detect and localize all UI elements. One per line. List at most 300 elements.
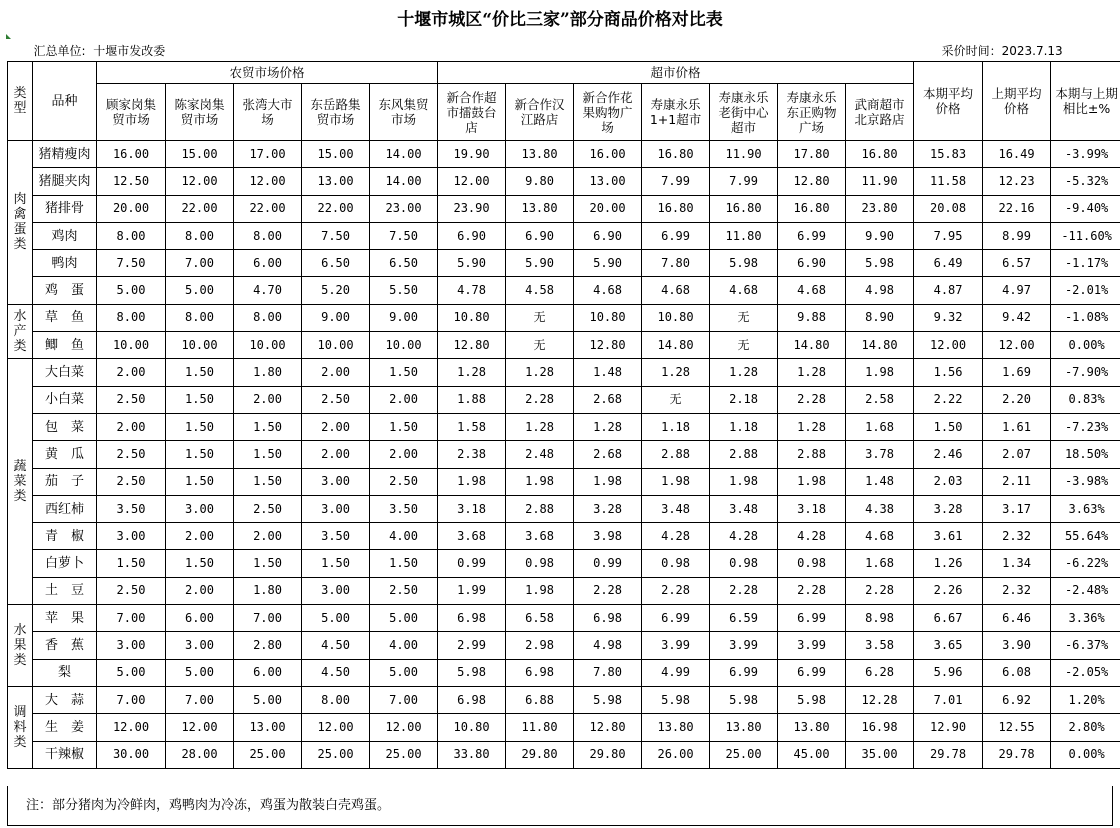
farm-price-cell: 5.00 bbox=[234, 686, 302, 713]
supermarket-price-cell: 20.00 bbox=[574, 195, 642, 222]
farm-price-cell: 1.50 bbox=[234, 441, 302, 468]
header-farm-market-label: 顾家岗集贸市场 bbox=[105, 97, 156, 127]
farm-price-cell: 2.00 bbox=[302, 359, 370, 386]
farm-price-cell: 12.00 bbox=[97, 714, 166, 741]
farm-price-cell: 1.50 bbox=[166, 413, 234, 440]
supermarket-price-cell: 0.99 bbox=[438, 550, 506, 577]
supermarket-price-cell: 1.28 bbox=[438, 359, 506, 386]
supermarket-price-cell: 13.80 bbox=[642, 714, 710, 741]
supermarket-price-cell: 23.80 bbox=[846, 195, 914, 222]
change-cell: 0.00% bbox=[1051, 332, 1120, 359]
supermarket-price-cell: 7.80 bbox=[574, 659, 642, 686]
supermarket-price-cell: 2.28 bbox=[846, 577, 914, 604]
farm-price-cell: 6.50 bbox=[370, 250, 438, 277]
item-name: 猪排骨 bbox=[33, 195, 97, 222]
supermarket-price-cell: 1.98 bbox=[506, 468, 574, 495]
supermarket-price-cell: 6.90 bbox=[506, 222, 574, 249]
supermarket-price-cell: 3.18 bbox=[438, 495, 506, 522]
supermarket-price-cell: 16.80 bbox=[710, 195, 778, 222]
farm-price-cell: 8.00 bbox=[97, 222, 166, 249]
change-cell: -11.60% bbox=[1051, 222, 1120, 249]
farm-price-cell: 2.00 bbox=[302, 441, 370, 468]
supermarket-price-cell: 5.98 bbox=[574, 686, 642, 713]
avg-current-cell: 6.67 bbox=[914, 605, 983, 632]
category-label: 水果类 bbox=[13, 622, 27, 668]
farm-price-cell: 10.00 bbox=[370, 332, 438, 359]
farm-price-cell: 2.50 bbox=[370, 577, 438, 604]
header-change bbox=[1051, 62, 1120, 141]
avg-current-cell: 15.83 bbox=[914, 141, 983, 168]
supermarket-price-cell: 10.80 bbox=[642, 304, 710, 331]
price-table bbox=[7, 41, 1120, 769]
farm-price-cell: 2.50 bbox=[302, 386, 370, 413]
supermarket-price-cell: 1.48 bbox=[574, 359, 642, 386]
avg-current-cell: 3.28 bbox=[914, 495, 983, 522]
supermarket-price-cell: 1.98 bbox=[506, 577, 574, 604]
farm-price-cell: 1.50 bbox=[166, 441, 234, 468]
header-farm-market bbox=[370, 84, 438, 141]
category-label: 肉禽蛋类 bbox=[13, 192, 27, 253]
summary-unit-value: 十堰市发改委 bbox=[93, 43, 166, 58]
supermarket-price-cell: 16.80 bbox=[642, 141, 710, 168]
header-supermarket bbox=[642, 84, 710, 141]
farm-price-cell: 3.50 bbox=[97, 495, 166, 522]
header-supermarket-label: 新合作超市擂鼓台店 bbox=[446, 89, 497, 135]
avg-prev-cell: 6.08 bbox=[983, 659, 1051, 686]
farm-price-cell: 17.00 bbox=[234, 141, 302, 168]
change-cell: 1.20% bbox=[1051, 686, 1120, 713]
supermarket-price-cell: 5.98 bbox=[642, 686, 710, 713]
header-farm-market bbox=[302, 84, 370, 141]
header-supermarket-label: 武商超市北京路店 bbox=[854, 97, 905, 127]
supermarket-price-cell: 4.68 bbox=[710, 277, 778, 304]
supermarket-price-cell: 1.99 bbox=[438, 577, 506, 604]
supermarket-price-cell: 6.99 bbox=[642, 605, 710, 632]
farm-price-cell: 7.50 bbox=[302, 222, 370, 249]
supermarket-price-cell: 7.80 bbox=[642, 250, 710, 277]
item-name: 生 姜 bbox=[33, 714, 97, 741]
farm-price-cell: 12.00 bbox=[302, 714, 370, 741]
supermarket-price-cell: 9.80 bbox=[506, 168, 574, 195]
supermarket-price-cell: 4.68 bbox=[574, 277, 642, 304]
supermarket-price-cell: 2.18 bbox=[710, 386, 778, 413]
farm-price-cell: 20.00 bbox=[97, 195, 166, 222]
avg-current-cell: 11.58 bbox=[914, 168, 983, 195]
supermarket-price-cell: 4.28 bbox=[710, 523, 778, 550]
farm-price-cell: 3.00 bbox=[302, 495, 370, 522]
farm-price-cell: 8.00 bbox=[166, 222, 234, 249]
change-cell: 3.63% bbox=[1051, 495, 1120, 522]
supermarket-price-cell: 4.28 bbox=[642, 523, 710, 550]
item-name: 黄 瓜 bbox=[33, 441, 97, 468]
supermarket-price-cell: 4.98 bbox=[574, 632, 642, 659]
supermarket-price-cell: 16.80 bbox=[846, 141, 914, 168]
farm-price-cell: 2.00 bbox=[97, 359, 166, 386]
farm-price-cell: 5.00 bbox=[370, 659, 438, 686]
table-row bbox=[8, 686, 1120, 713]
supermarket-price-cell: 11.80 bbox=[710, 222, 778, 249]
farm-price-cell: 1.80 bbox=[234, 577, 302, 604]
supermarket-price-cell: 6.99 bbox=[778, 659, 846, 686]
supermarket-price-cell: 0.98 bbox=[710, 550, 778, 577]
farm-price-cell: 7.00 bbox=[166, 250, 234, 277]
supermarket-price-cell: 4.78 bbox=[438, 277, 506, 304]
supermarket-price-cell: 12.00 bbox=[438, 168, 506, 195]
change-cell: 55.64% bbox=[1051, 523, 1120, 550]
supermarket-price-cell: 4.98 bbox=[846, 277, 914, 304]
farm-price-cell: 5.00 bbox=[166, 277, 234, 304]
avg-current-cell: 1.26 bbox=[914, 550, 983, 577]
supermarket-price-cell: 5.90 bbox=[438, 250, 506, 277]
change-cell: -1.17% bbox=[1051, 250, 1120, 277]
supermarket-price-cell: 2.28 bbox=[778, 577, 846, 604]
supermarket-price-cell: 29.80 bbox=[574, 741, 642, 768]
avg-prev-cell: 2.11 bbox=[983, 468, 1051, 495]
supermarket-price-cell: 2.68 bbox=[574, 386, 642, 413]
supermarket-price-cell: 6.90 bbox=[778, 250, 846, 277]
farm-price-cell: 2.50 bbox=[370, 468, 438, 495]
supermarket-price-cell: 2.28 bbox=[710, 577, 778, 604]
supermarket-price-cell: 13.80 bbox=[506, 195, 574, 222]
supermarket-price-cell: 7.99 bbox=[642, 168, 710, 195]
supermarket-price-cell: 11.90 bbox=[710, 141, 778, 168]
supermarket-price-cell: 45.00 bbox=[778, 741, 846, 768]
farm-price-cell: 8.00 bbox=[234, 304, 302, 331]
header-avg-current-label: 本期平均价格 bbox=[923, 86, 974, 116]
farm-price-cell: 4.50 bbox=[302, 659, 370, 686]
supermarket-price-cell: 10.80 bbox=[438, 714, 506, 741]
header-supermarket bbox=[778, 84, 846, 141]
change-cell: 0.83% bbox=[1051, 386, 1120, 413]
farm-price-cell: 22.00 bbox=[166, 195, 234, 222]
supermarket-price-cell: 3.58 bbox=[846, 632, 914, 659]
header-supermarket bbox=[846, 84, 914, 141]
supermarket-price-cell: 6.98 bbox=[438, 605, 506, 632]
farm-price-cell: 1.50 bbox=[166, 550, 234, 577]
supermarket-price-cell: 3.99 bbox=[642, 632, 710, 659]
supermarket-price-cell: 3.68 bbox=[438, 523, 506, 550]
supermarket-price-cell: 3.99 bbox=[710, 632, 778, 659]
supermarket-price-cell: 2.58 bbox=[846, 386, 914, 413]
farm-price-cell: 10.00 bbox=[302, 332, 370, 359]
header-supermarket-label: 新合作花果购物广场 bbox=[582, 89, 633, 135]
supermarket-price-cell: 29.80 bbox=[506, 741, 574, 768]
supermarket-price-cell: 4.38 bbox=[846, 495, 914, 522]
farm-price-cell: 13.00 bbox=[302, 168, 370, 195]
avg-prev-cell: 2.20 bbox=[983, 386, 1051, 413]
farm-price-cell: 8.00 bbox=[166, 304, 234, 331]
table-row bbox=[8, 277, 1120, 304]
supermarket-price-cell: 7.99 bbox=[710, 168, 778, 195]
supermarket-price-cell: 3.18 bbox=[778, 495, 846, 522]
change-cell: -2.48% bbox=[1051, 577, 1120, 604]
farm-price-cell: 1.50 bbox=[234, 413, 302, 440]
table-row bbox=[8, 168, 1120, 195]
table-row bbox=[8, 741, 1120, 768]
avg-current-cell: 4.87 bbox=[914, 277, 983, 304]
supermarket-price-cell: 1.28 bbox=[506, 359, 574, 386]
avg-current-cell: 12.90 bbox=[914, 714, 983, 741]
header-farm-market-label: 陈家岗集贸市场 bbox=[174, 97, 225, 127]
category-cell bbox=[8, 359, 33, 605]
supermarket-price-cell: 1.48 bbox=[846, 468, 914, 495]
supermarket-price-cell: 23.90 bbox=[438, 195, 506, 222]
supermarket-price-cell: 6.59 bbox=[710, 605, 778, 632]
header-avg-prev bbox=[983, 62, 1051, 141]
farm-price-cell: 5.00 bbox=[370, 605, 438, 632]
farm-price-cell: 2.00 bbox=[370, 386, 438, 413]
supermarket-price-cell: 10.80 bbox=[574, 304, 642, 331]
table-row bbox=[8, 550, 1120, 577]
supermarket-price-cell: 11.90 bbox=[846, 168, 914, 195]
farm-price-cell: 4.50 bbox=[302, 632, 370, 659]
table-row bbox=[8, 659, 1120, 686]
supermarket-price-cell: 8.98 bbox=[846, 605, 914, 632]
avg-current-cell: 29.78 bbox=[914, 741, 983, 768]
farm-price-cell: 5.00 bbox=[166, 659, 234, 686]
supermarket-price-cell: 1.98 bbox=[438, 468, 506, 495]
item-name: 草 鱼 bbox=[33, 304, 97, 331]
farm-price-cell: 2.00 bbox=[302, 413, 370, 440]
avg-current-cell: 2.03 bbox=[914, 468, 983, 495]
item-name: 鲫 鱼 bbox=[33, 332, 97, 359]
farm-price-cell: 3.00 bbox=[166, 632, 234, 659]
farm-price-cell: 1.50 bbox=[97, 550, 166, 577]
supermarket-price-cell: 10.80 bbox=[438, 304, 506, 331]
supermarket-price-cell: 无 bbox=[710, 332, 778, 359]
category-label: 调料类 bbox=[13, 704, 27, 750]
farm-price-cell: 12.00 bbox=[166, 168, 234, 195]
supermarket-price-cell: 6.90 bbox=[574, 222, 642, 249]
supermarket-price-cell: 13.00 bbox=[574, 168, 642, 195]
farm-price-cell: 2.80 bbox=[234, 632, 302, 659]
avg-prev-cell: 16.49 bbox=[983, 141, 1051, 168]
farm-price-cell: 9.00 bbox=[370, 304, 438, 331]
supermarket-price-cell: 2.28 bbox=[506, 386, 574, 413]
supermarket-price-cell: 1.18 bbox=[710, 413, 778, 440]
category-cell bbox=[8, 605, 33, 687]
header-farm-market-label: 东风集贸市场 bbox=[378, 97, 429, 127]
supermarket-price-cell: 3.48 bbox=[642, 495, 710, 522]
farm-price-cell: 10.00 bbox=[97, 332, 166, 359]
farm-price-cell: 12.50 bbox=[97, 168, 166, 195]
table-row bbox=[8, 332, 1120, 359]
farm-price-cell: 1.50 bbox=[166, 359, 234, 386]
avg-prev-cell: 2.32 bbox=[983, 577, 1051, 604]
supermarket-price-cell: 无 bbox=[506, 304, 574, 331]
table-row bbox=[8, 413, 1120, 440]
supermarket-price-cell: 4.28 bbox=[778, 523, 846, 550]
farm-price-cell: 30.00 bbox=[97, 741, 166, 768]
supermarket-price-cell: 9.88 bbox=[778, 304, 846, 331]
supermarket-price-cell: 1.98 bbox=[778, 468, 846, 495]
farm-price-cell: 2.00 bbox=[166, 577, 234, 604]
farm-price-cell: 2.50 bbox=[97, 441, 166, 468]
farm-price-cell: 2.00 bbox=[234, 523, 302, 550]
header-supermarket-label: 寿康永乐1+1超市 bbox=[649, 97, 702, 127]
farm-price-cell: 10.00 bbox=[234, 332, 302, 359]
avg-current-cell: 2.26 bbox=[914, 577, 983, 604]
farm-price-cell: 22.00 bbox=[302, 195, 370, 222]
supermarket-price-cell: 12.80 bbox=[574, 714, 642, 741]
header-row-1 bbox=[8, 62, 1120, 84]
supermarket-price-cell: 14.80 bbox=[778, 332, 846, 359]
farm-price-cell: 7.00 bbox=[166, 686, 234, 713]
supermarket-price-cell: 12.28 bbox=[846, 686, 914, 713]
farm-price-cell: 3.00 bbox=[166, 495, 234, 522]
supermarket-price-cell: 3.28 bbox=[574, 495, 642, 522]
header-supermarket bbox=[438, 84, 506, 141]
farm-price-cell: 3.00 bbox=[97, 523, 166, 550]
farm-price-cell: 1.50 bbox=[234, 468, 302, 495]
avg-prev-cell: 6.46 bbox=[983, 605, 1051, 632]
item-name: 小白菜 bbox=[33, 386, 97, 413]
header-farm-market-label: 东岳路集贸市场 bbox=[310, 97, 361, 127]
avg-prev-cell: 8.99 bbox=[983, 222, 1051, 249]
change-cell: -6.22% bbox=[1051, 550, 1120, 577]
farm-price-cell: 3.00 bbox=[302, 577, 370, 604]
header-supermarket-group: 超市价格 bbox=[438, 62, 914, 84]
avg-prev-cell: 22.16 bbox=[983, 195, 1051, 222]
farm-price-cell: 10.00 bbox=[166, 332, 234, 359]
header-change-label: 本期与上期相比±% bbox=[1055, 86, 1118, 116]
item-name: 包 菜 bbox=[33, 413, 97, 440]
avg-current-cell: 5.96 bbox=[914, 659, 983, 686]
supermarket-price-cell: 2.68 bbox=[574, 441, 642, 468]
avg-current-cell: 12.00 bbox=[914, 332, 983, 359]
supermarket-price-cell: 2.48 bbox=[506, 441, 574, 468]
farm-price-cell: 2.50 bbox=[97, 577, 166, 604]
supermarket-price-cell: 12.80 bbox=[574, 332, 642, 359]
item-name: 苹 果 bbox=[33, 605, 97, 632]
avg-prev-cell: 12.00 bbox=[983, 332, 1051, 359]
supermarket-price-cell: 3.78 bbox=[846, 441, 914, 468]
farm-price-cell: 16.00 bbox=[97, 141, 166, 168]
supermarket-price-cell: 2.28 bbox=[778, 386, 846, 413]
supermarket-price-cell: 6.99 bbox=[642, 222, 710, 249]
farm-price-cell: 25.00 bbox=[234, 741, 302, 768]
table-row bbox=[8, 195, 1120, 222]
table-row bbox=[8, 468, 1120, 495]
supermarket-price-cell: 2.88 bbox=[710, 441, 778, 468]
supermarket-price-cell: 12.80 bbox=[438, 332, 506, 359]
change-cell: -3.98% bbox=[1051, 468, 1120, 495]
farm-price-cell: 1.50 bbox=[166, 386, 234, 413]
supermarket-price-cell: 无 bbox=[506, 332, 574, 359]
change-cell: 3.36% bbox=[1051, 605, 1120, 632]
supermarket-price-cell: 16.80 bbox=[778, 195, 846, 222]
header-avg-current bbox=[914, 62, 983, 141]
item-name: 鸡 蛋 bbox=[33, 277, 97, 304]
supermarket-price-cell: 0.98 bbox=[778, 550, 846, 577]
farm-price-cell: 6.00 bbox=[166, 605, 234, 632]
farm-price-cell: 13.00 bbox=[234, 714, 302, 741]
supermarket-price-cell: 2.28 bbox=[574, 577, 642, 604]
supermarket-price-cell: 1.98 bbox=[710, 468, 778, 495]
item-name: 鸭肉 bbox=[33, 250, 97, 277]
farm-price-cell: 5.00 bbox=[97, 277, 166, 304]
header-supermarket bbox=[506, 84, 574, 141]
supermarket-price-cell: 33.80 bbox=[438, 741, 506, 768]
avg-current-cell: 7.01 bbox=[914, 686, 983, 713]
avg-prev-cell: 3.17 bbox=[983, 495, 1051, 522]
farm-price-cell: 8.00 bbox=[234, 222, 302, 249]
supermarket-price-cell: 26.00 bbox=[642, 741, 710, 768]
item-name: 鸡肉 bbox=[33, 222, 97, 249]
avg-prev-cell: 12.23 bbox=[983, 168, 1051, 195]
supermarket-price-cell: 无 bbox=[642, 386, 710, 413]
header-farm-market bbox=[234, 84, 302, 141]
supermarket-price-cell: 6.98 bbox=[574, 605, 642, 632]
supermarket-price-cell: 2.88 bbox=[506, 495, 574, 522]
farm-price-cell: 1.80 bbox=[234, 359, 302, 386]
supermarket-price-cell: 6.88 bbox=[506, 686, 574, 713]
supermarket-price-cell: 4.68 bbox=[778, 277, 846, 304]
farm-price-cell: 8.00 bbox=[97, 304, 166, 331]
supermarket-price-cell: 4.58 bbox=[506, 277, 574, 304]
farm-price-cell: 1.50 bbox=[370, 359, 438, 386]
farm-price-cell: 15.00 bbox=[166, 141, 234, 168]
header-category-label: 类型 bbox=[13, 86, 27, 116]
supermarket-price-cell: 1.88 bbox=[438, 386, 506, 413]
change-cell: -7.23% bbox=[1051, 413, 1120, 440]
table-row bbox=[8, 605, 1120, 632]
supermarket-price-cell: 6.99 bbox=[778, 222, 846, 249]
table-row bbox=[8, 495, 1120, 522]
supermarket-price-cell: 无 bbox=[710, 304, 778, 331]
table-row bbox=[8, 304, 1120, 331]
change-cell: -5.32% bbox=[1051, 168, 1120, 195]
farm-price-cell: 3.50 bbox=[370, 495, 438, 522]
farm-price-cell: 23.00 bbox=[370, 195, 438, 222]
supermarket-price-cell: 3.98 bbox=[574, 523, 642, 550]
table-row bbox=[8, 441, 1120, 468]
supermarket-price-cell: 16.80 bbox=[642, 195, 710, 222]
header-supermarket bbox=[710, 84, 778, 141]
farm-price-cell: 7.00 bbox=[97, 605, 166, 632]
item-name: 猪腿夹肉 bbox=[33, 168, 97, 195]
supermarket-price-cell: 1.28 bbox=[778, 359, 846, 386]
avg-current-cell: 3.61 bbox=[914, 523, 983, 550]
farm-price-cell: 2.50 bbox=[234, 495, 302, 522]
supermarket-price-cell: 1.28 bbox=[778, 413, 846, 440]
farm-price-cell: 7.00 bbox=[234, 605, 302, 632]
farm-price-cell: 6.50 bbox=[302, 250, 370, 277]
item-name: 茄 子 bbox=[33, 468, 97, 495]
supermarket-price-cell: 6.28 bbox=[846, 659, 914, 686]
supermarket-price-cell: 2.28 bbox=[642, 577, 710, 604]
summary-unit bbox=[8, 41, 302, 62]
change-cell: -1.08% bbox=[1051, 304, 1120, 331]
header-supermarket-label: 寿康永乐东正购物广场 bbox=[786, 89, 837, 135]
supermarket-price-cell: 1.68 bbox=[846, 413, 914, 440]
avg-current-cell: 20.08 bbox=[914, 195, 983, 222]
supermarket-price-cell: 13.80 bbox=[710, 714, 778, 741]
farm-price-cell: 5.20 bbox=[302, 277, 370, 304]
farm-price-cell: 14.00 bbox=[370, 168, 438, 195]
avg-current-cell: 3.65 bbox=[914, 632, 983, 659]
supermarket-price-cell: 0.98 bbox=[506, 550, 574, 577]
supermarket-price-cell: 2.38 bbox=[438, 441, 506, 468]
category-cell bbox=[8, 141, 33, 305]
supermarket-price-cell: 2.98 bbox=[506, 632, 574, 659]
supermarket-price-cell: 13.80 bbox=[778, 714, 846, 741]
supermarket-price-cell: 19.90 bbox=[438, 141, 506, 168]
footnote: 注：部分猪肉为冷鲜肉，鸡鸭肉为冷冻，鸡蛋为散装白壳鸡蛋。 bbox=[7, 786, 1113, 826]
supermarket-price-cell: 9.90 bbox=[846, 222, 914, 249]
supermarket-price-cell: 14.80 bbox=[642, 332, 710, 359]
farm-price-cell: 1.50 bbox=[302, 550, 370, 577]
